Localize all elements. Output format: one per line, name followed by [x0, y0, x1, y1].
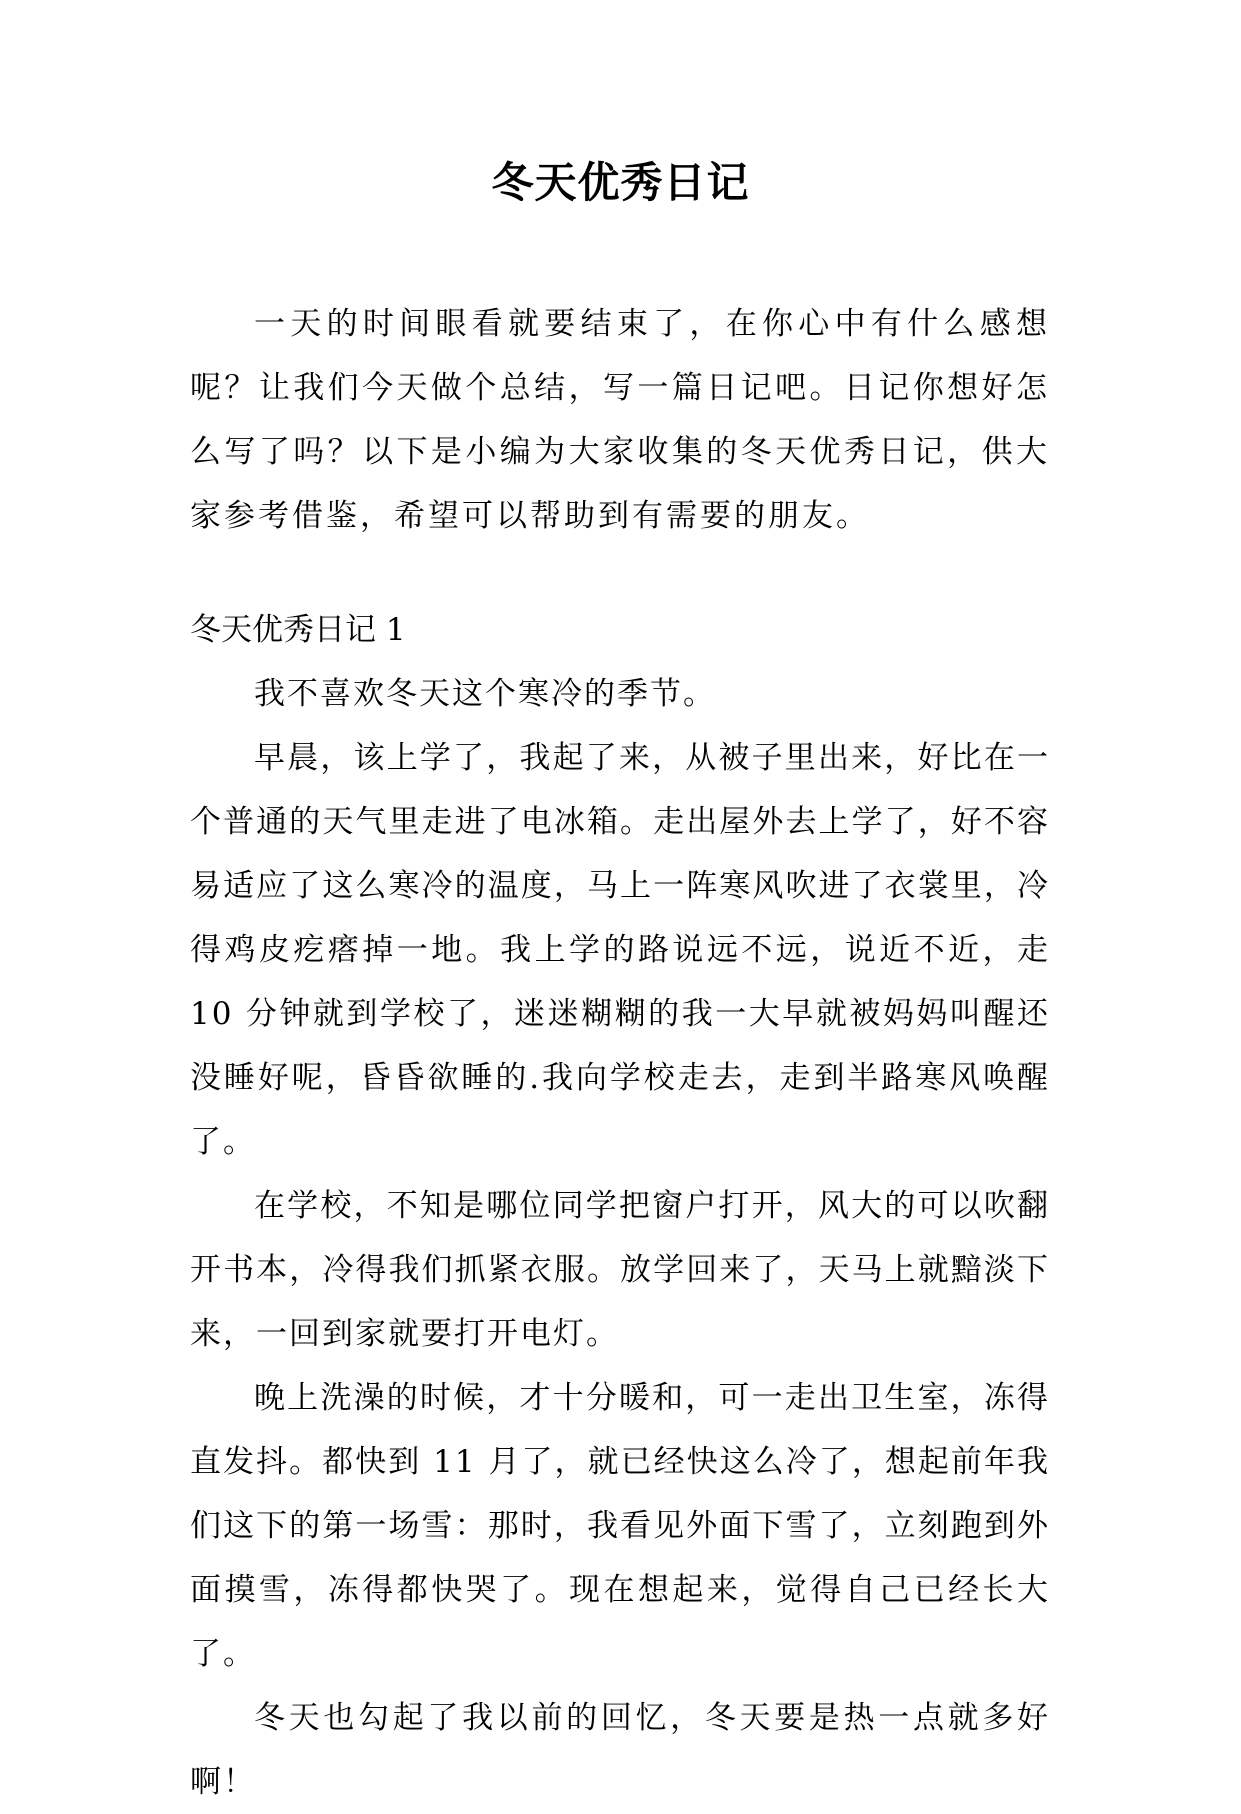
diary-paragraph-3: 在学校，不知是哪位同学把窗户打开，风大的可以吹翻开书本，冷得我们抓紧衣服。放学回来了，天马上就黯淡下来，一回到家就要打开电灯。	[190, 1188, 1050, 1352]
section-heading: 冬天优秀日记 1	[190, 612, 406, 648]
document-title: 冬天优秀日记	[491, 158, 750, 207]
diary-entry	[190, 662, 1050, 1814]
diary-paragraph-1: 我不喜欢冬天这个寒冷的季节。	[254, 676, 716, 712]
document-body	[190, 292, 1050, 1814]
diary-paragraph-4: 晚上洗澡的时候，才十分暖和，可一走出卫生室，冻得直发抖。都快到 11 月了，就已经快这么冷了，想起前年我们这下的第一场雪：那时，我看见外面下雪了，立刻跑到外面摸雪，冻得都快哭了。现在想起来，觉得自己已经长大了。	[190, 1380, 1050, 1672]
diary-paragraph-2: 早晨，该上学了，我起了来，从被子里出来，好比在一个普通的天气里走进了电冰箱。走出屋外去上学了，好不容易适应了这么寒冷的温度，马上一阵寒风吹进了衣裳里，冷得鸡皮疙瘩掉一地。我上学的路说远不远，说近不近，走 10 分钟就到学校了，迷迷糊糊的我一大早就被妈妈叫醒还没睡好呢，昏昏欲睡的.我向学校走去，走到半路寒风唤醒了。	[190, 740, 1050, 1160]
diary-paragraph-5: 冬天也勾起了我以前的回忆，冬天要是热一点就多好啊！	[190, 1700, 1050, 1800]
intro-paragraph: 一天的时间眼看就要结束了，在你心中有什么感想呢？让我们今天做个总结，写一篇日记吧。日记你想好怎么写了吗？以下是小编为大家收集的冬天优秀日记，供大家参考借鉴，希望可以帮助到有需要的朋友。	[190, 306, 1050, 534]
